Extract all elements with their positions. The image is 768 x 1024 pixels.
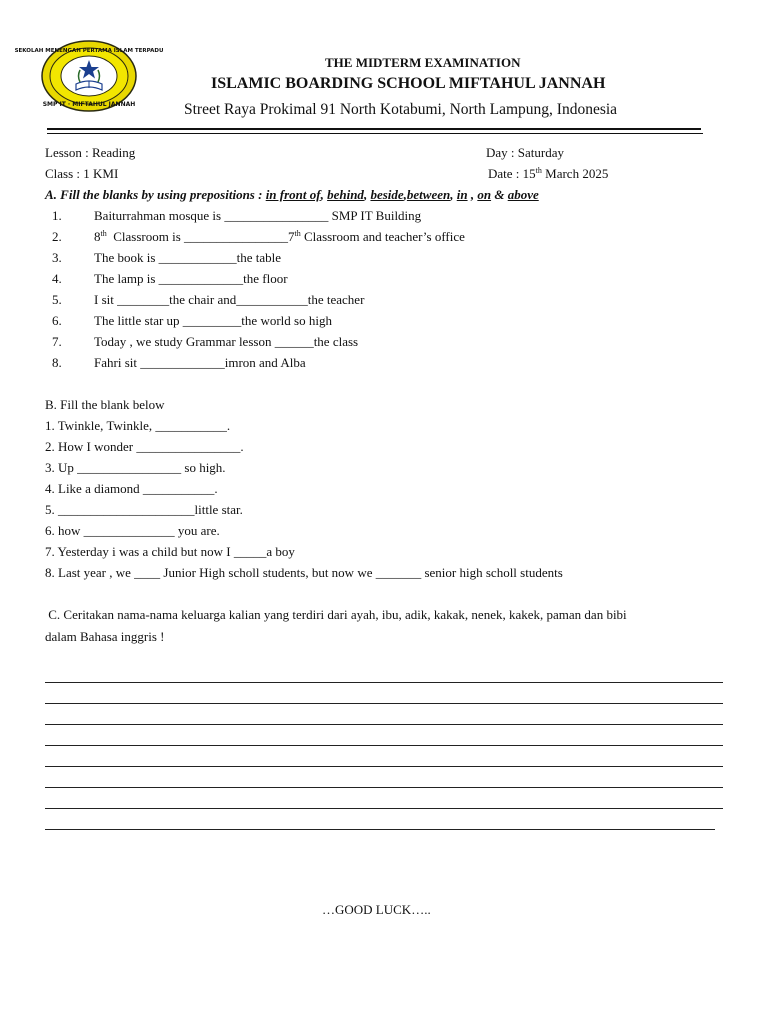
school-logo xyxy=(14,40,164,112)
answer-line[interactable] xyxy=(45,682,723,683)
answer-line[interactable] xyxy=(45,787,723,788)
list-item: 6. how ______________ you are. xyxy=(45,523,220,538)
exam-title: THE MIDTERM EXAMINATION xyxy=(325,55,521,70)
list-item: 5. _____________________little star. xyxy=(45,502,243,517)
section-a-instruction: A. Fill the blanks by using prepositions : in front of, behind, beside,between, in , on & above xyxy=(45,187,539,202)
header-divider-thin xyxy=(47,133,703,134)
logo-text-bottom: SMP IT · MIFTAHUL JANNAH xyxy=(42,101,136,108)
day-info: Day : Saturday xyxy=(486,145,564,160)
school-name: ISLAMIC BOARDING SCHOOL MIFTAHUL JANNAH xyxy=(211,75,606,92)
list-item: 3. Up ________________ so high. xyxy=(45,460,226,475)
date-info: Date : 15th March 2025 xyxy=(488,166,609,181)
answer-line[interactable] xyxy=(45,829,715,830)
answer-line[interactable] xyxy=(45,724,723,725)
list-item: 4. Like a diamond ___________. xyxy=(45,481,218,496)
lesson-info: Lesson : Reading xyxy=(45,145,136,160)
list-item: 7. Yesterday i was a child but now I _____a boy xyxy=(45,544,295,559)
answer-line[interactable] xyxy=(45,745,723,746)
good-luck: …GOOD LUCK….. xyxy=(322,902,431,917)
section-c-instruction: C. Ceritakan nama-nama keluarga kalian yang terdiri dari ayah, ibu, adik, kakak, nenek, kakek, paman dan bibi xyxy=(45,607,627,622)
header-divider-thick xyxy=(47,128,701,130)
list-item: 2. How I wonder ________________. xyxy=(45,439,244,454)
list-item: 1. Twinkle, Twinkle, ___________. xyxy=(45,418,231,433)
answer-line[interactable] xyxy=(45,808,723,809)
section-c-instruction-cont: dalam Bahasa inggris ! xyxy=(45,629,165,644)
section-b-title: B. Fill the blank below xyxy=(45,397,165,412)
class-info: Class : 1 KMI xyxy=(45,166,119,181)
logo-text-top: SEKOLAH MENENGAH PERTAMA ISLAM TERPADU xyxy=(14,48,164,54)
answer-line[interactable] xyxy=(45,703,723,704)
answer-line[interactable] xyxy=(45,766,723,767)
list-item: 8. Last year , we ____ Junior High scholl students, but now we _______ senior high scholl students xyxy=(45,565,563,580)
school-address: Street Raya Prokimal 91 North Kotabumi, North Lampung, Indonesia xyxy=(184,101,618,118)
